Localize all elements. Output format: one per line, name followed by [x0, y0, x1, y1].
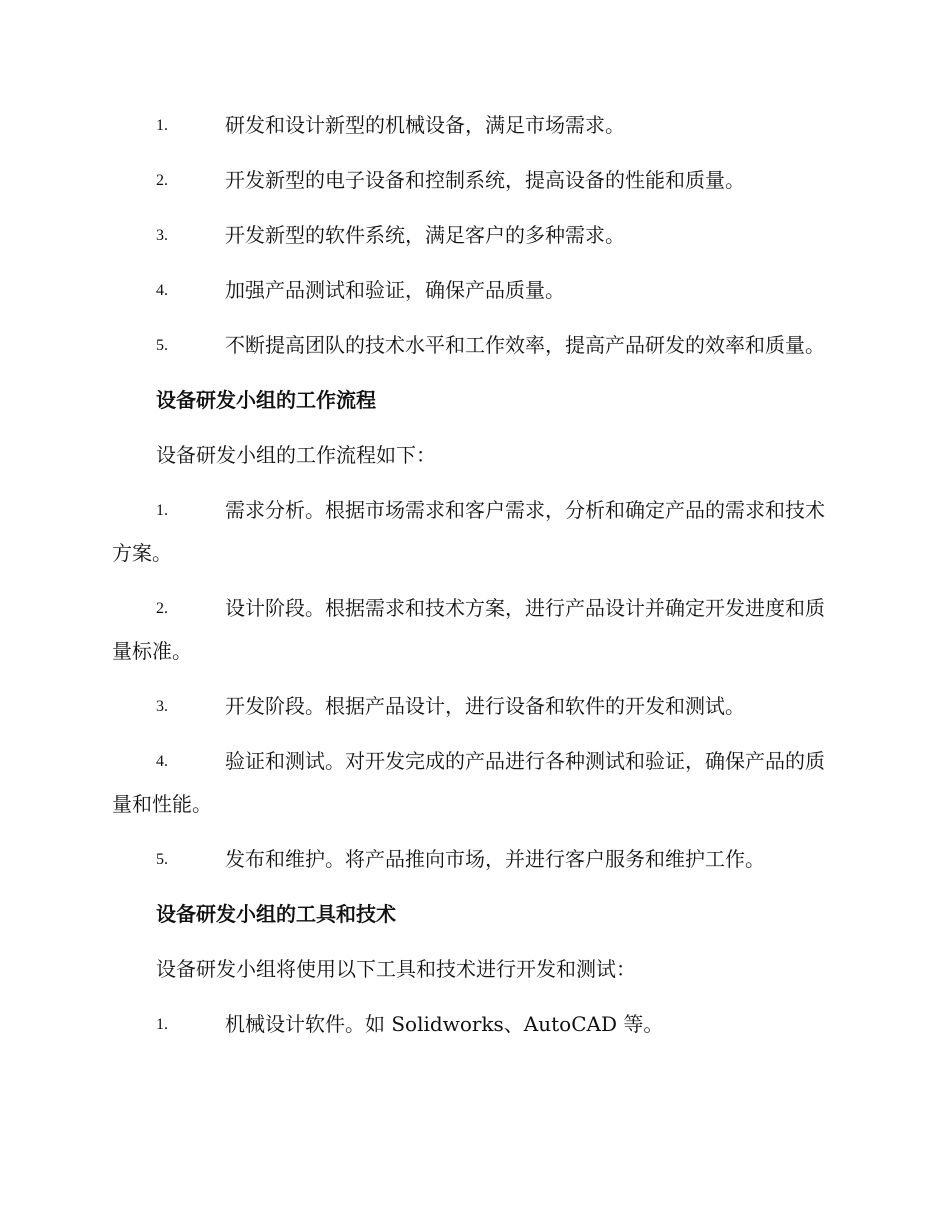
list-text: 研发和设计新型的机械设备，满足市场需求。 — [225, 113, 625, 137]
section-intro-workflow: 设备研发小组的工作流程如下： — [156, 443, 436, 467]
list-number: 1. — [156, 1016, 168, 1033]
section-intro-tools: 设备研发小组将使用以下工具和技术进行开发和测试： — [156, 957, 636, 981]
list-text: 开发新型的电子设备和控制系统，提高设备的性能和质量。 — [225, 168, 745, 192]
list-number: 4. — [156, 282, 168, 299]
list-item — [112, 269, 834, 312]
list-number: 5. — [156, 851, 168, 868]
list-number: 2. — [156, 172, 168, 189]
list-text: 设计阶段。根据需求和技术方案，进行产品设计并确定开发进度和质量标准。 — [112, 596, 825, 663]
list-number: 5. — [156, 337, 168, 354]
list-number: 1. — [156, 117, 168, 134]
list-item — [112, 685, 834, 728]
list-number: 1. — [156, 502, 168, 519]
list-number: 2. — [156, 600, 168, 617]
list-text: 验证和测试。对开发完成的产品进行各种测试和验证，确保产品的质量和性能。 — [112, 749, 825, 816]
list-text: 不断提高团队的技术水平和工作效率，提高产品研发的效率和质量。 — [225, 333, 825, 357]
list-text: 需求分析。根据市场需求和客户需求，分析和确定产品的需求和技术方案。 — [112, 498, 825, 565]
list-number: 4. — [156, 753, 168, 770]
list-number: 3. — [156, 698, 168, 715]
list-item — [112, 489, 834, 575]
list-item — [112, 838, 834, 881]
list-item — [112, 104, 834, 147]
list-text: 机械设计软件。如 Solidworks、AutoCAD 等。 — [225, 1012, 664, 1036]
list-text: 加强产品测试和验证，确保产品质量。 — [225, 278, 565, 302]
list-text: 开发阶段。根据产品设计，进行设备和软件的开发和测试。 — [225, 694, 745, 718]
list-item — [112, 159, 834, 202]
section-heading-workflow: 设备研发小组的工作流程 — [156, 388, 376, 412]
list-item — [112, 324, 834, 367]
list-text: 发布和维护。将产品推向市场，并进行客户服务和维护工作。 — [225, 847, 765, 871]
list-item — [112, 587, 834, 673]
document-body — [112, 104, 834, 1058]
list-item — [112, 1003, 834, 1046]
list-text: 开发新型的软件系统，满足客户的多种需求。 — [225, 223, 625, 247]
section-heading-tools: 设备研发小组的工具和技术 — [156, 902, 396, 926]
list-item — [112, 214, 834, 257]
list-item — [112, 740, 834, 826]
list-number: 3. — [156, 227, 168, 244]
